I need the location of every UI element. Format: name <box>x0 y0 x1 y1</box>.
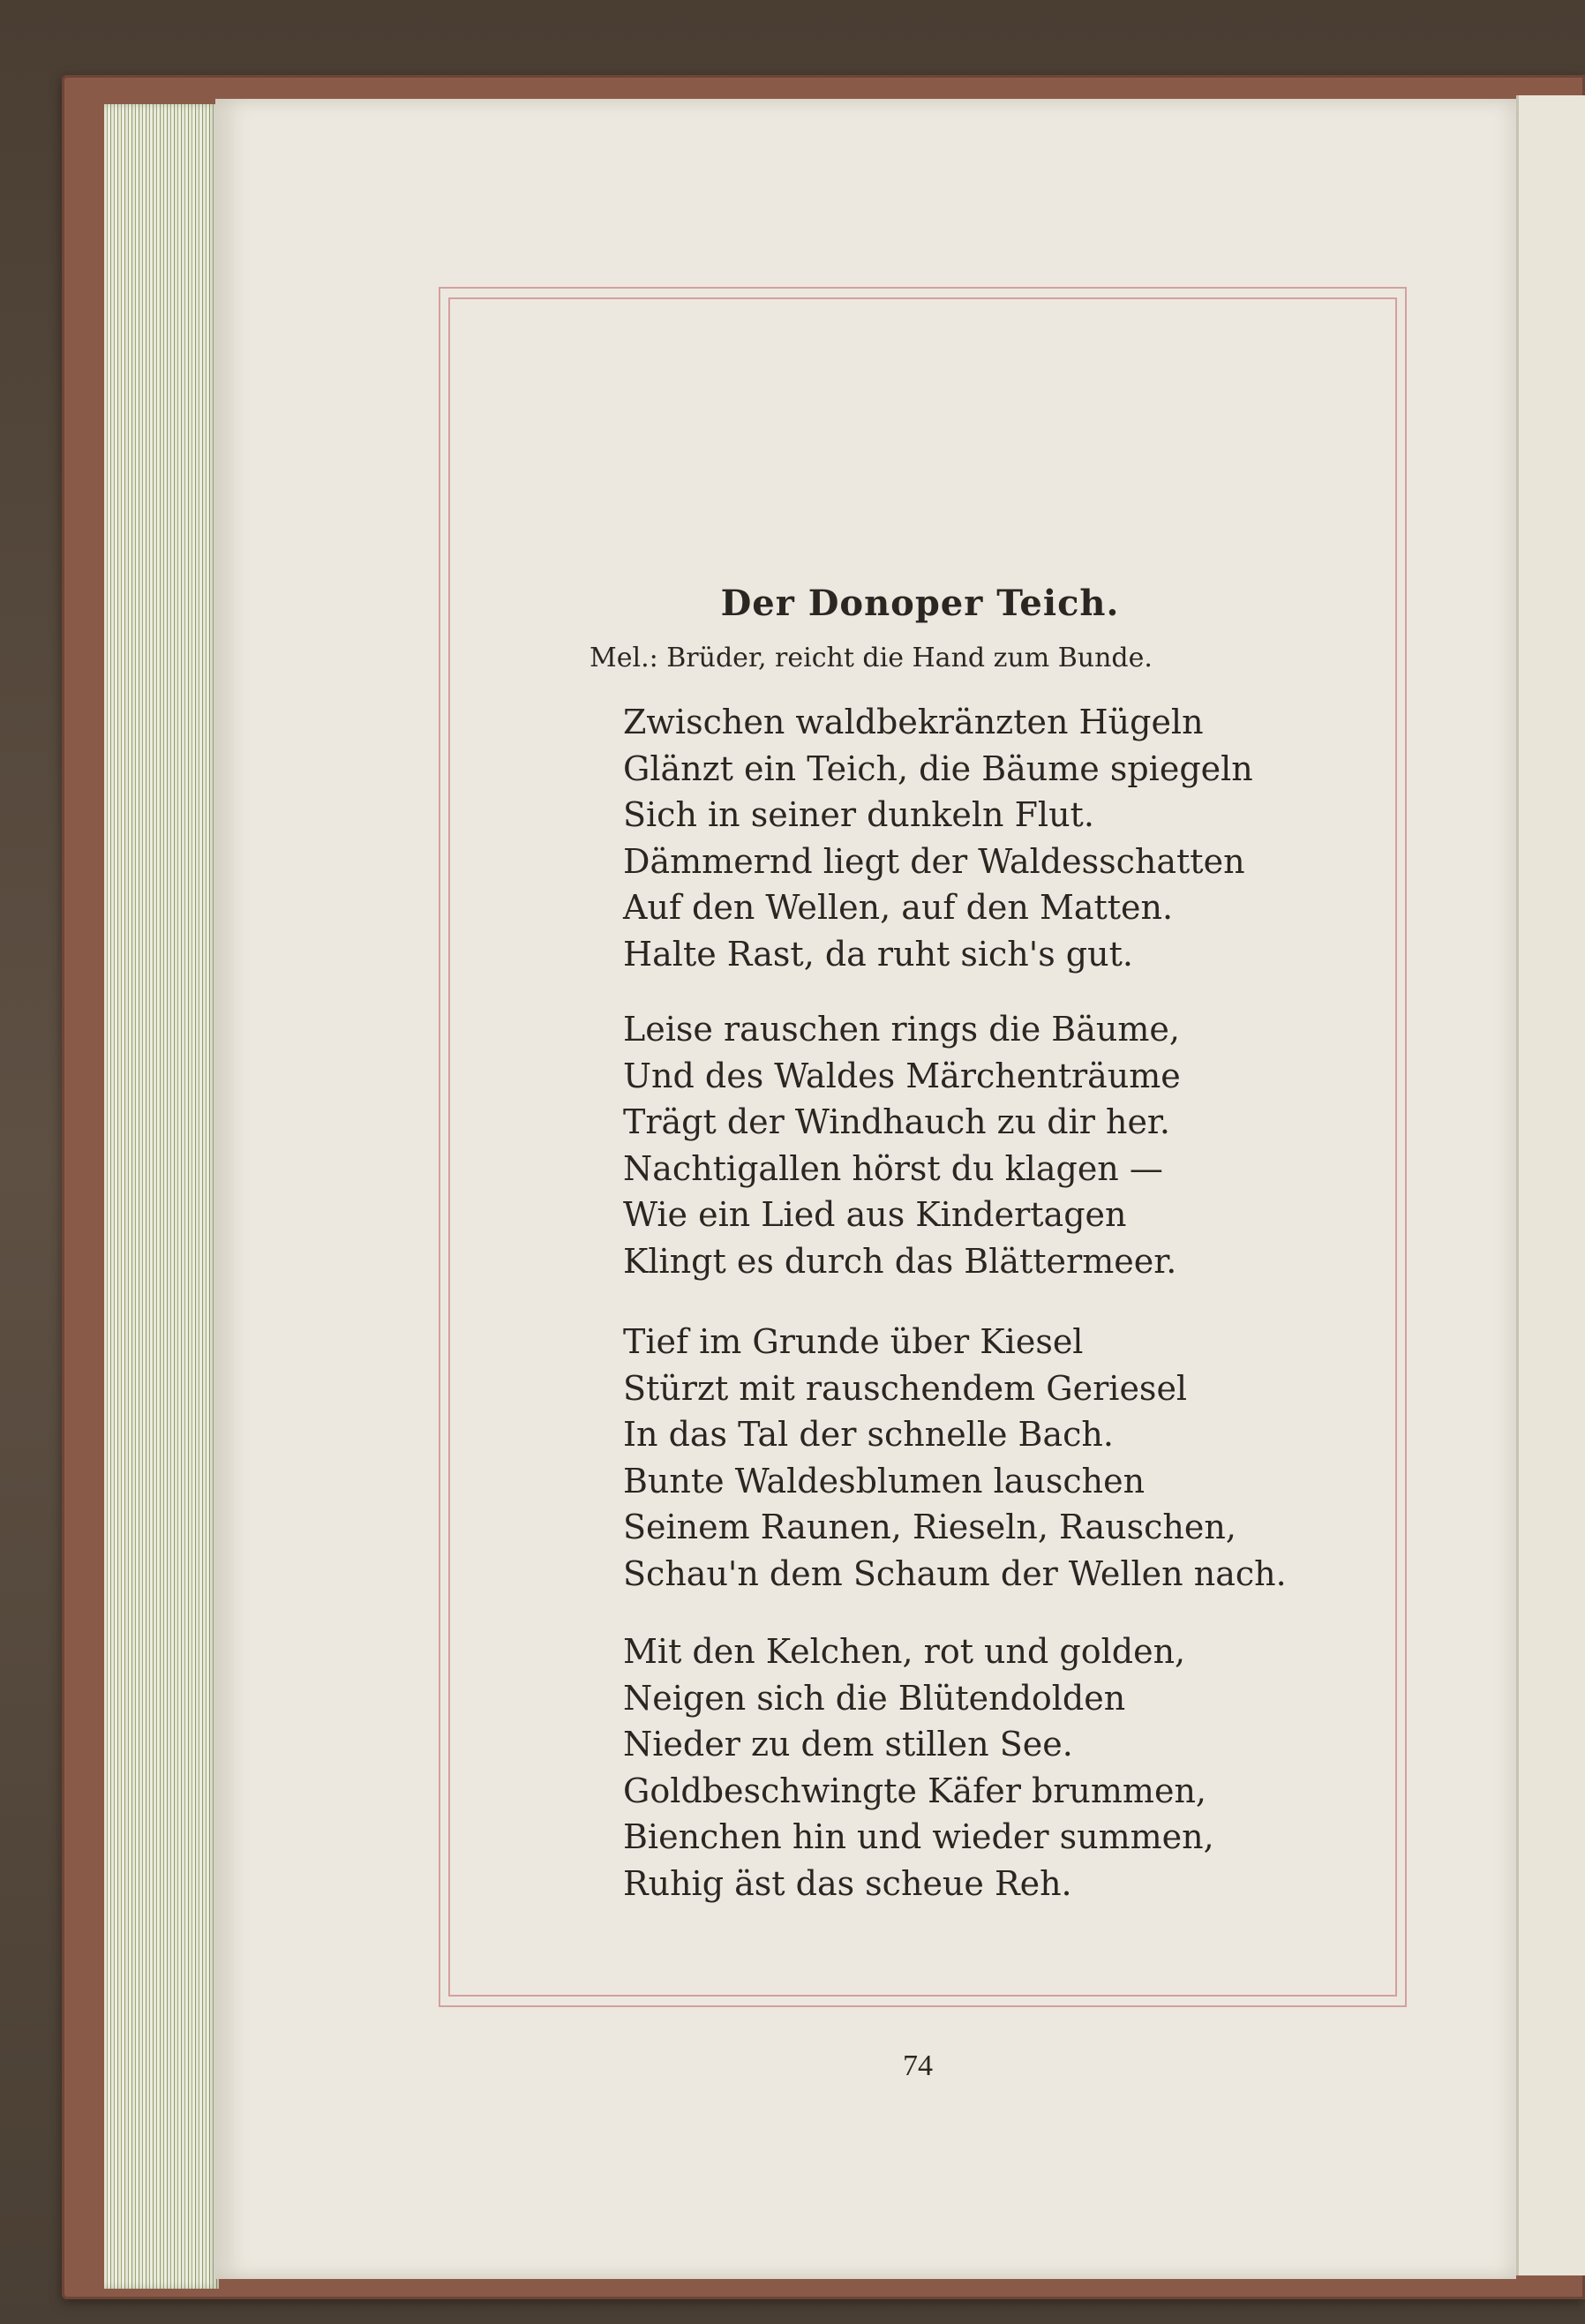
verse-line: Goldbeschwingte Käfer brummen, <box>623 1771 1207 1810</box>
verse-line: Ruhig äst das scheue Reh. <box>623 1863 1072 1903</box>
verse-line: In das Tal der schnelle Bach. <box>623 1415 1114 1454</box>
verse-line: Seinem Raunen, Rieseln, Rauschen, <box>623 1508 1236 1546</box>
verse-line: Trägt der Windhauch zu dir her. <box>623 1102 1171 1141</box>
page-number: 74 <box>903 2049 933 2082</box>
verse-line: Halte Rast, da ruht sich's gut. <box>623 934 1133 974</box>
stanza-1 <box>623 699 1329 977</box>
stanza-4 <box>623 1628 1329 1907</box>
facing-page-edge <box>1516 95 1585 2275</box>
verse-line: Bunte Waldesblumen lauschen <box>623 1461 1146 1500</box>
verse-line: Klingt es durch das Blättermeer. <box>623 1241 1177 1281</box>
verse-line: Stürzt mit rauschendem Geriesel <box>623 1368 1188 1408</box>
verse-line: Nachtigallen hörst du klagen — <box>623 1148 1163 1188</box>
verse-line: Auf den Wellen, auf den Matten. <box>623 888 1174 927</box>
verse-line: Glänzt ein Teich, die Bäume spiegeln <box>623 748 1253 788</box>
page-edges <box>104 104 219 2289</box>
stanza-2 <box>623 1006 1329 1284</box>
verse-line: Dämmernd liegt der Waldesschatten <box>623 841 1245 881</box>
verse-line: Mit den Kelchen, rot und golden, <box>623 1632 1186 1671</box>
stanza-3 <box>623 1319 1329 1597</box>
poem-title: Der Donoper Teich. <box>720 583 1120 624</box>
verse-line: Schau'n dem Schaum der Wellen nach. <box>623 1553 1287 1593</box>
melody-note: Mel.: Brüder, reicht die Hand zum Bunde. <box>590 643 1153 673</box>
verse-line: Neigen sich die Blütendolden <box>623 1678 1126 1718</box>
verse-line: Wie ein Lied aus Kindertagen <box>623 1195 1127 1234</box>
verse-line: Zwischen waldbekränzten Hügeln <box>623 703 1204 741</box>
verse-line: Leise rauschen rings die Bäume, <box>623 1010 1180 1049</box>
verse-line: Sich in seiner dunkeln Flut. <box>623 795 1094 834</box>
verse-line: Tief im Grunde über Kiesel <box>623 1322 1084 1361</box>
verse-line: Bienchen hin und wieder summen, <box>623 1817 1214 1856</box>
verse-line: Nieder zu dem stillen See. <box>623 1725 1073 1764</box>
verse-line: Und des Waldes Märchenträume <box>623 1056 1181 1095</box>
